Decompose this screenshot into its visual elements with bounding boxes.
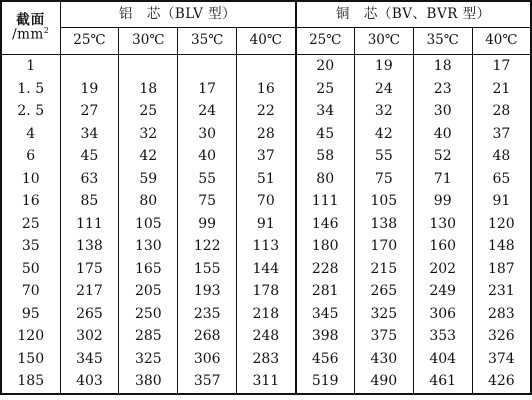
value-cell: 325 [119, 348, 178, 371]
temperature-header: 25℃ [296, 28, 355, 55]
value-cell: 37 [492, 125, 511, 142]
value-cell: 18 [119, 78, 178, 101]
value-cell: 32 [119, 123, 178, 146]
value-cell: 30 [413, 100, 472, 123]
value-cell: 120 [487, 215, 515, 232]
value-cell: 426 [487, 373, 515, 390]
value-cell: 24 [178, 100, 237, 123]
value-cell: 20 [296, 55, 355, 78]
copper-core-group-header: 铜 芯（BV、BVR 型） [296, 1, 532, 28]
value-cell: 148 [487, 238, 515, 255]
value-cell: 311 [237, 370, 296, 394]
value-cell: 218 [237, 303, 296, 326]
cross-section-cell: 185 [1, 370, 60, 394]
value-cell: 34 [60, 123, 119, 146]
value-cell: 99 [178, 213, 237, 236]
temperature-header: 40℃ [472, 28, 531, 55]
value-cell [119, 55, 178, 78]
cross-section-header-label: 截面 [16, 11, 46, 28]
value-cell: 58 [296, 145, 355, 168]
value-cell: 113 [237, 235, 296, 258]
value-cell [178, 55, 237, 78]
value-cell: 235 [178, 303, 237, 326]
value-cell: 353 [413, 325, 472, 348]
value-cell: 160 [413, 235, 472, 258]
value-cell: 65 [492, 170, 511, 187]
value-cell: 306 [178, 348, 237, 371]
table-row [1, 190, 531, 213]
value-cell: 111 [60, 213, 119, 236]
value-cell: 91 [237, 213, 296, 236]
cross-section-header [1, 1, 60, 55]
cross-section-cell: 150 [1, 348, 60, 371]
value-cell: 19 [354, 55, 413, 78]
cross-section-cell: 25 [1, 213, 60, 236]
value-cell: 144 [237, 258, 296, 281]
value-cell: 28 [492, 103, 511, 120]
temperature-header: 40℃ [237, 28, 296, 55]
value-cell: 75 [178, 190, 237, 213]
table-row [1, 303, 531, 326]
cross-section-cell: 16 [1, 190, 60, 213]
cross-section-cell: 70 [1, 280, 60, 303]
value-cell: 130 [413, 213, 472, 236]
value-cell: 85 [60, 190, 119, 213]
value-cell: 28 [237, 123, 296, 146]
cross-section-cell: 6 [1, 145, 60, 168]
temperature-header: 30℃ [119, 28, 178, 55]
value-cell: 32 [354, 100, 413, 123]
cross-section-cell: 1 [1, 55, 60, 78]
value-cell: 16 [237, 78, 296, 101]
value-cell: 175 [60, 258, 119, 281]
temperature-header: 25℃ [60, 28, 119, 55]
value-cell: 205 [119, 280, 178, 303]
value-cell: 325 [354, 303, 413, 326]
value-cell: 283 [237, 348, 296, 371]
value-cell: 21 [492, 80, 511, 97]
value-cell: 40 [178, 145, 237, 168]
value-cell: 24 [354, 78, 413, 101]
value-cell: 99 [413, 190, 472, 213]
value-cell: 430 [354, 348, 413, 371]
table-row [1, 325, 531, 348]
value-cell: 34 [296, 100, 355, 123]
value-cell: 326 [487, 328, 515, 345]
value-cell: 302 [60, 325, 119, 348]
value-cell: 48 [492, 148, 511, 165]
table-row [1, 78, 531, 101]
cross-section-header-unit: $/mm^2$ [12, 26, 50, 43]
value-cell: 375 [354, 325, 413, 348]
value-cell: 45 [296, 123, 355, 146]
value-cell: 138 [60, 235, 119, 258]
cross-section-cell: 35 [1, 235, 60, 258]
value-cell: 456 [296, 348, 355, 371]
value-cell: 71 [413, 168, 472, 191]
value-cell: 17 [178, 78, 237, 101]
value-cell: 285 [119, 325, 178, 348]
value-cell: 51 [237, 168, 296, 191]
value-cell: 105 [354, 190, 413, 213]
value-cell: 63 [60, 168, 119, 191]
value-cell: 25 [119, 100, 178, 123]
value-cell: 80 [119, 190, 178, 213]
value-cell: 187 [487, 260, 515, 277]
value-cell: 55 [178, 168, 237, 191]
value-cell: 283 [487, 305, 515, 322]
cross-section-cell: 120 [1, 325, 60, 348]
value-cell: 25 [296, 78, 355, 101]
value-cell: 45 [60, 145, 119, 168]
value-cell: 146 [296, 213, 355, 236]
value-cell: 91 [492, 193, 511, 210]
cross-section-cell: 4 [1, 123, 60, 146]
value-cell: 345 [60, 348, 119, 371]
value-cell: 80 [296, 168, 355, 191]
value-cell: 138 [354, 213, 413, 236]
value-cell: 18 [413, 55, 472, 78]
value-cell: 357 [178, 370, 237, 394]
cross-section-cell: 10 [1, 168, 60, 191]
value-cell: 111 [296, 190, 355, 213]
value-cell: 37 [237, 145, 296, 168]
value-cell: 40 [413, 123, 472, 146]
value-cell: 22 [237, 100, 296, 123]
table-row [1, 55, 531, 78]
table-row [1, 235, 531, 258]
value-cell: 265 [354, 280, 413, 303]
table-row [1, 168, 531, 191]
temperature-header: 35℃ [413, 28, 472, 55]
value-cell: 248 [237, 325, 296, 348]
cross-section-cell: 95 [1, 303, 60, 326]
value-cell: 122 [178, 235, 237, 258]
value-cell: 170 [354, 235, 413, 258]
temperature-header: 35℃ [178, 28, 237, 55]
table-row [1, 348, 531, 371]
table-row [1, 370, 531, 394]
value-cell: 42 [354, 123, 413, 146]
value-cell [237, 55, 296, 78]
value-cell: 70 [237, 190, 296, 213]
value-cell: 461 [413, 370, 472, 394]
cross-section-cell: 2. 5 [1, 100, 60, 123]
value-cell: 19 [60, 78, 119, 101]
value-cell: 265 [60, 303, 119, 326]
table-row [1, 123, 531, 146]
table-row [1, 213, 531, 236]
value-cell: 228 [296, 258, 355, 281]
value-cell: 374 [487, 350, 515, 367]
value-cell: 165 [119, 258, 178, 281]
value-cell: 268 [178, 325, 237, 348]
value-cell: 519 [296, 370, 355, 394]
table-row [1, 100, 531, 123]
value-cell: 215 [354, 258, 413, 281]
aluminum-core-group-header: 铝 芯（BLV 型） [60, 1, 296, 28]
table-row [1, 258, 531, 281]
value-cell: 105 [119, 213, 178, 236]
value-cell: 155 [178, 258, 237, 281]
ampacity-table-body [1, 55, 531, 394]
value-cell: 42 [119, 145, 178, 168]
value-cell: 30 [178, 123, 237, 146]
value-cell: 306 [413, 303, 472, 326]
value-cell: 403 [60, 370, 119, 394]
value-cell: 193 [178, 280, 237, 303]
value-cell: 380 [119, 370, 178, 394]
value-cell: 75 [354, 168, 413, 191]
table-row [1, 145, 531, 168]
value-cell: 55 [354, 145, 413, 168]
value-cell: 217 [60, 280, 119, 303]
value-cell: 231 [487, 283, 515, 300]
value-cell: 52 [413, 145, 472, 168]
temperature-header: 30℃ [354, 28, 413, 55]
value-cell: 250 [119, 303, 178, 326]
value-cell: 281 [296, 280, 355, 303]
cross-section-cell: 1. 5 [1, 78, 60, 101]
value-cell: 180 [296, 235, 355, 258]
table-row [1, 280, 531, 303]
value-cell: 59 [119, 168, 178, 191]
value-cell: 27 [60, 100, 119, 123]
value-cell: 398 [296, 325, 355, 348]
cross-section-cell: 50 [1, 258, 60, 281]
value-cell: 130 [119, 235, 178, 258]
value-cell: 23 [413, 78, 472, 101]
value-cell: 404 [413, 348, 472, 371]
value-cell: 202 [413, 258, 472, 281]
value-cell [60, 55, 119, 78]
value-cell: 17 [492, 58, 511, 75]
value-cell: 345 [296, 303, 355, 326]
value-cell: 249 [413, 280, 472, 303]
value-cell: 178 [237, 280, 296, 303]
value-cell: 490 [354, 370, 413, 394]
